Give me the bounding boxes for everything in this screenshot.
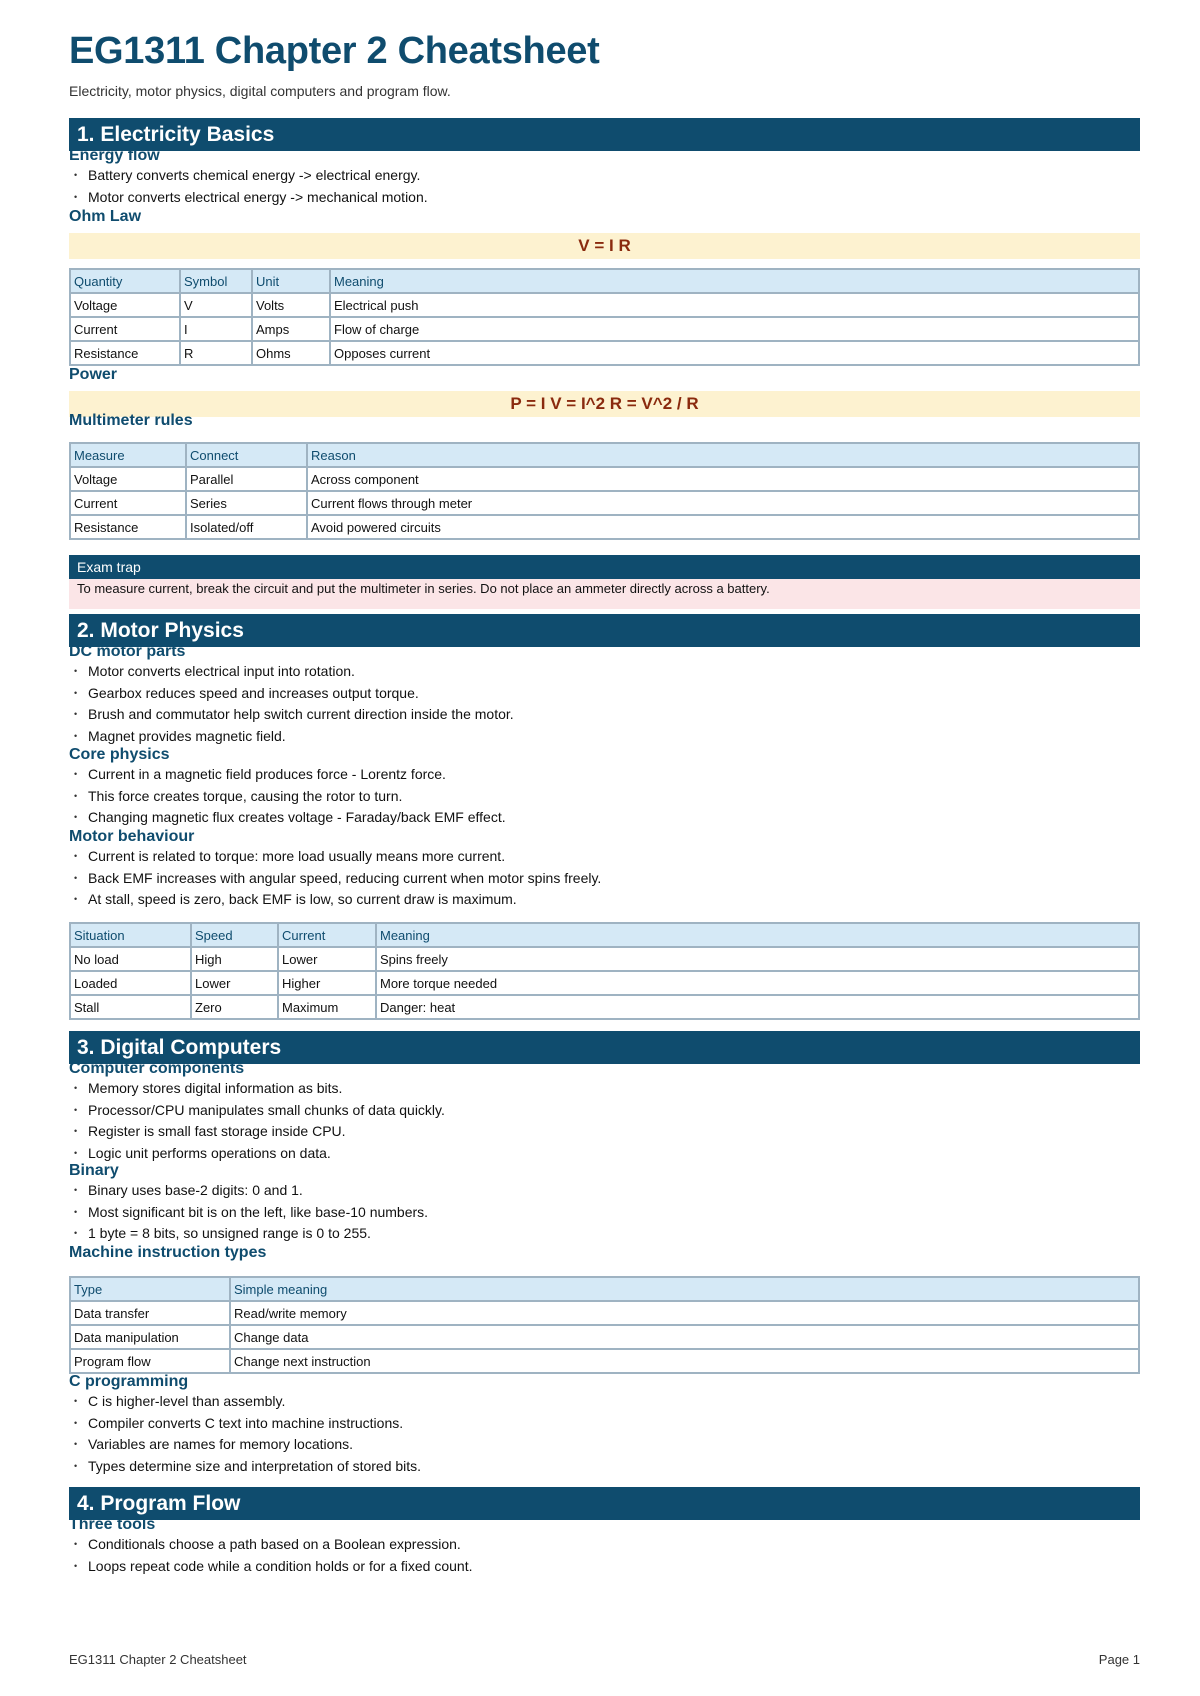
column-header: Meaning <box>330 269 1139 293</box>
list-item: • Types determine size and interpretation of stored bits. <box>69 1456 421 1478</box>
list-item: • Magnet provides magnetic field. <box>69 726 514 748</box>
table-cell: Series <box>186 491 307 515</box>
power-formula: P = I V = I^2 R = V^2 / R <box>69 391 1140 417</box>
table-cell: Change next instruction <box>230 1349 1139 1373</box>
column-header: Reason <box>307 443 1139 467</box>
table-row <box>70 1301 1139 1325</box>
subheading-core-physics: Core physics <box>69 746 170 763</box>
table-cell: Resistance <box>70 341 180 365</box>
table-header-row <box>70 923 1139 947</box>
table-row <box>70 317 1139 341</box>
table-cell: Voltage <box>70 467 186 491</box>
table-cell: Loaded <box>70 971 191 995</box>
exam-trap-text: To measure current, break the circuit and put the multimeter in series. Do not place an ammeter directly across a battery. <box>69 579 1140 609</box>
subheading-energy-flow: Energy flow <box>69 147 160 164</box>
table-cell: Lower <box>278 947 376 971</box>
table-cell: Current flows through meter <box>307 491 1139 515</box>
table-cell: No load <box>70 947 191 971</box>
c-programming-list <box>69 1391 421 1477</box>
list-item: • Back EMF increases with angular speed, reducing current when motor spins freely. <box>69 868 601 890</box>
exam-trap-header: Exam trap <box>69 555 1140 579</box>
table-row <box>70 515 1139 539</box>
column-header: Symbol <box>180 269 252 293</box>
table-cell: Data transfer <box>70 1301 230 1325</box>
column-header: Unit <box>252 269 330 293</box>
list-item: • Brush and commutator help switch current direction inside the motor. <box>69 704 514 726</box>
subheading-computer-components: Computer components <box>69 1060 245 1077</box>
table-header-row <box>70 269 1139 293</box>
table-cell: R <box>180 341 252 365</box>
subheading-three-tools: Three tools <box>69 1516 156 1533</box>
motor-situation-table <box>69 922 1140 1020</box>
table-cell: Volts <box>252 293 330 317</box>
table-cell: Parallel <box>186 467 307 491</box>
list-item: • Logic unit performs operations on data. <box>69 1143 445 1165</box>
motor-behaviour-list <box>69 846 601 911</box>
footer-page-number: Page 1 <box>1098 1652 1140 1667</box>
column-header: Speed <box>191 923 278 947</box>
list-item: • Compiler converts C text into machine instructions. <box>69 1413 421 1435</box>
subheading-machine-instruction-types: Machine instruction types <box>69 1244 267 1261</box>
footer-title: EG1311 Chapter 2 Cheatsheet <box>69 1652 247 1667</box>
list-item: • Motor converts electrical energy -> mechanical motion. <box>69 187 428 209</box>
list-item: • Memory stores digital information as bits. <box>69 1078 445 1100</box>
table-cell: I <box>180 317 252 341</box>
table-row <box>70 1325 1139 1349</box>
table-row <box>70 293 1139 317</box>
list-item: • Most significant bit is on the left, like base-10 numbers. <box>69 1202 428 1224</box>
table-cell: Resistance <box>70 515 186 539</box>
table-cell: Flow of charge <box>330 317 1139 341</box>
list-item: • Motor converts electrical input into rotation. <box>69 661 514 683</box>
list-item: • C is higher-level than assembly. <box>69 1391 421 1413</box>
list-item: • Conditionals choose a path based on a Boolean expression. <box>69 1534 472 1556</box>
list-item: • 1 byte = 8 bits, so unsigned range is 0 to 255. <box>69 1223 428 1245</box>
list-item: • Register is small fast storage inside CPU. <box>69 1121 445 1143</box>
subheading-motor-behaviour: Motor behaviour <box>69 828 195 845</box>
table-cell: Spins freely <box>376 947 1139 971</box>
subheading-dc-motor-parts: DC motor parts <box>69 643 186 660</box>
machine-instruction-table <box>69 1276 1140 1374</box>
column-header: Simple meaning <box>230 1277 1139 1301</box>
table-cell: Amps <box>252 317 330 341</box>
table-cell: Maximum <box>278 995 376 1019</box>
section-header-motor-physics: 2. Motor Physics <box>69 614 1140 647</box>
three-tools-list <box>69 1534 472 1577</box>
table-row <box>70 341 1139 365</box>
table-cell: Change data <box>230 1325 1139 1349</box>
list-item: • Processor/CPU manipulates small chunks of data quickly. <box>69 1100 445 1122</box>
core-physics-list <box>69 764 506 829</box>
table-cell: V <box>180 293 252 317</box>
table-row <box>70 1349 1139 1373</box>
table-cell: Higher <box>278 971 376 995</box>
table-cell: Current <box>70 491 186 515</box>
section-header-program-flow: 4. Program Flow <box>69 1487 1140 1520</box>
table-row <box>70 947 1139 971</box>
subheading-power: Power <box>69 366 118 383</box>
table-cell: Read/write memory <box>230 1301 1139 1325</box>
list-item: • At stall, speed is zero, back EMF is low, so current draw is maximum. <box>69 889 601 911</box>
column-header: Meaning <box>376 923 1139 947</box>
list-item: • Current in a magnetic field produces force - Lorentz force. <box>69 764 506 786</box>
table-cell: Isolated/off <box>186 515 307 539</box>
list-item: • Binary uses base-2 digits: 0 and 1. <box>69 1180 428 1202</box>
page-subtitle: Electricity, motor physics, digital computers and program flow. <box>69 83 451 99</box>
binary-list <box>69 1180 428 1245</box>
subheading-c-programming: C programming <box>69 1373 189 1390</box>
table-row <box>70 971 1139 995</box>
column-header: Type <box>70 1277 230 1301</box>
table-cell: Voltage <box>70 293 180 317</box>
table-cell: Across component <box>307 467 1139 491</box>
section-header-electricity: 1. Electricity Basics <box>69 118 1140 151</box>
table-cell: Stall <box>70 995 191 1019</box>
section-header-digital-computers: 3. Digital Computers <box>69 1031 1140 1064</box>
energy-flow-list <box>69 165 428 208</box>
table-cell: Lower <box>191 971 278 995</box>
table-cell: Zero <box>191 995 278 1019</box>
table-header-row <box>70 1277 1139 1301</box>
page-title: EG1311 Chapter 2 Cheatsheet <box>69 30 600 72</box>
column-header: Quantity <box>70 269 180 293</box>
subheading-ohm-law: Ohm Law <box>69 208 142 225</box>
subheading-multimeter-rules: Multimeter rules <box>69 412 193 429</box>
table-cell: Data manipulation <box>70 1325 230 1349</box>
ohm-law-table <box>69 268 1140 366</box>
table-cell: Program flow <box>70 1349 230 1373</box>
ohm-law-formula: V = I R <box>69 233 1140 259</box>
list-item: • Changing magnetic flux creates voltage - Faraday/back EMF effect. <box>69 807 506 829</box>
list-item: • This force creates torque, causing the rotor to turn. <box>69 786 506 808</box>
list-item: • Loops repeat code while a condition holds or for a fixed count. <box>69 1556 472 1578</box>
table-row <box>70 491 1139 515</box>
table-row <box>70 995 1139 1019</box>
table-cell: Electrical push <box>330 293 1139 317</box>
column-header: Situation <box>70 923 191 947</box>
list-item: • Current is related to torque: more load usually means more current. <box>69 846 601 868</box>
column-header: Measure <box>70 443 186 467</box>
table-cell: Avoid powered circuits <box>307 515 1139 539</box>
subheading-binary: Binary <box>69 1162 119 1179</box>
list-item: • Gearbox reduces speed and increases output torque. <box>69 683 514 705</box>
multimeter-table <box>69 442 1140 540</box>
table-cell: Danger: heat <box>376 995 1139 1019</box>
table-header-row <box>70 443 1139 467</box>
column-header: Current <box>278 923 376 947</box>
dc-motor-parts-list <box>69 661 514 747</box>
table-cell: Current <box>70 317 180 341</box>
table-cell: More torque needed <box>376 971 1139 995</box>
column-header: Connect <box>186 443 307 467</box>
list-item: • Variables are names for memory locations. <box>69 1434 421 1456</box>
table-cell: High <box>191 947 278 971</box>
list-item: • Battery converts chemical energy -> electrical energy. <box>69 165 428 187</box>
table-row <box>70 467 1139 491</box>
table-cell: Opposes current <box>330 341 1139 365</box>
table-cell: Ohms <box>252 341 330 365</box>
computer-components-list <box>69 1078 445 1164</box>
